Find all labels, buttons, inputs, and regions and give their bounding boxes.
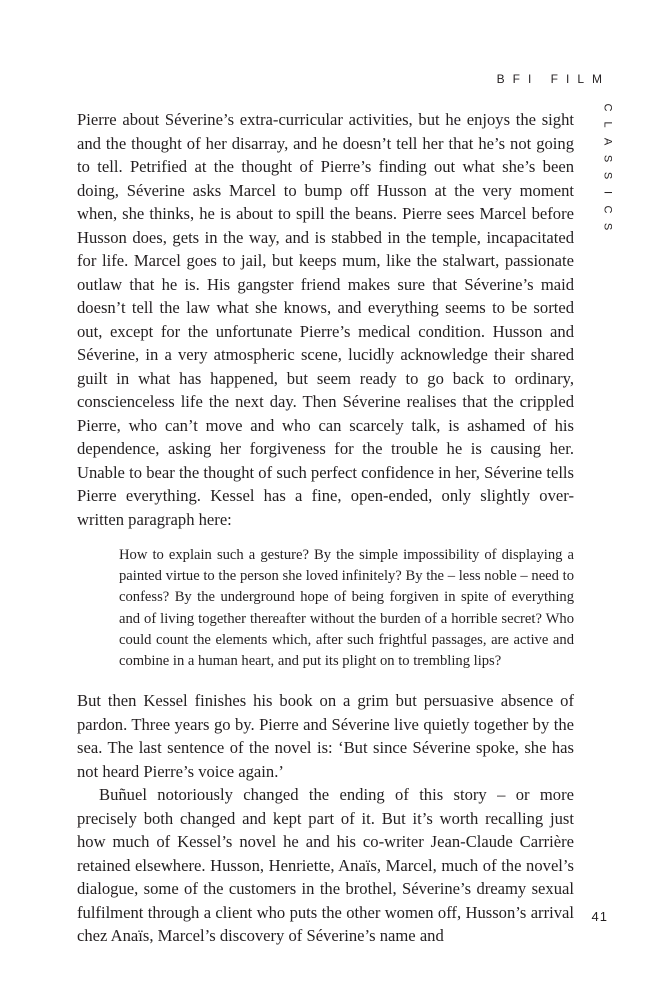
block-quote: How to explain such a gesture? By the simple impossibility of displaying a painted virtue to the person she loved infinitely? By the – less noble – need to confess? By the underground hope of being forgiven in spite of everything and of living together thereafter without the burden of a horrible secret? Who could count the elements which, after such frightful passages, are active and combine in a human heart, and put its plight on to trembling lips?: [119, 547, 574, 670]
series-side-letter: C: [601, 205, 614, 214]
body-paragraph: Pierre about Séverine’s extra-curricular activities, but he enjoys the sight and the thought of her disarray, and he doesn’t tell her that he’s not going to tell. Petrified at the thought of Pierre’s finding out what she’s been doing, Séverine asks Marcel to bump off Husson at the very moment when, she thinks, he is about to spill the beans. Pierre sees Marcel before Husson does, gets in the way, and is stabbed in the temple, incapacitated for life. Marcel goes to jail, but keeps mum, like the stalwart, passionate outlaw that he is. His gangster friend makes sure that Séverine’s maid doesn’t tell the law what she knows, and everything seems to be sorted out, except for the unfortunate Pierre’s medical condition. Husson and Séverine, in a very atmospheric scene, lucidly acknowledge their shared guilt in what has happened, but seem ready to go back to ordinary, conscienceless life the next day. Then Séverine realises that the crippled Pierre, who can’t move and who can scarcely talk, is ashamed of his dependence, asking her forgiveness for the trouble he is causing her. Unable to bear the thought of such perfect confidence in her, Séverine tells Pierre everything. Kessel has a fine, open-ended, only slightly over-written paragraph here:: [77, 110, 574, 529]
series-side-label: [599, 99, 615, 235]
series-side-letter: S: [601, 222, 614, 231]
series-side-letter: S: [601, 154, 614, 163]
series-side-letter: S: [601, 171, 614, 180]
series-side-letter: L: [601, 121, 614, 128]
body-paragraph: Buñuel notoriously changed the ending of this story – or more precisely both changed and kept part of it. But it’s worth recalling just how much of Kessel’s novel he and his co-writer Jean-Claude Carrière retained elsewhere. Husson, Henriette, Anaïs, Marcel, much of the novel’s dialogue, some of the customers in the brothel, Séverine’s dreamy sexual fulfilment through a client who puts the other women off, Husson’s arrival chez Anaïs, Marcel’s discovery of Séverine’s name and: [77, 785, 574, 946]
body-paragraph: But then Kessel finishes his book on a grim but persuasive absence of pardon. Three years go by. Pierre and Séverine live quietly together by the sea. The last sentence of the novel is: ‘But since Séverine spoke, she has not heard Pierre’s voice again.’: [77, 691, 574, 781]
page-number: 41: [591, 909, 608, 924]
series-side-letter: C: [601, 103, 614, 112]
series-side-letter: A: [601, 137, 614, 146]
body-text: [77, 108, 574, 948]
series-title: BFI FILM: [496, 72, 610, 86]
series-side-letter: I: [601, 190, 614, 195]
